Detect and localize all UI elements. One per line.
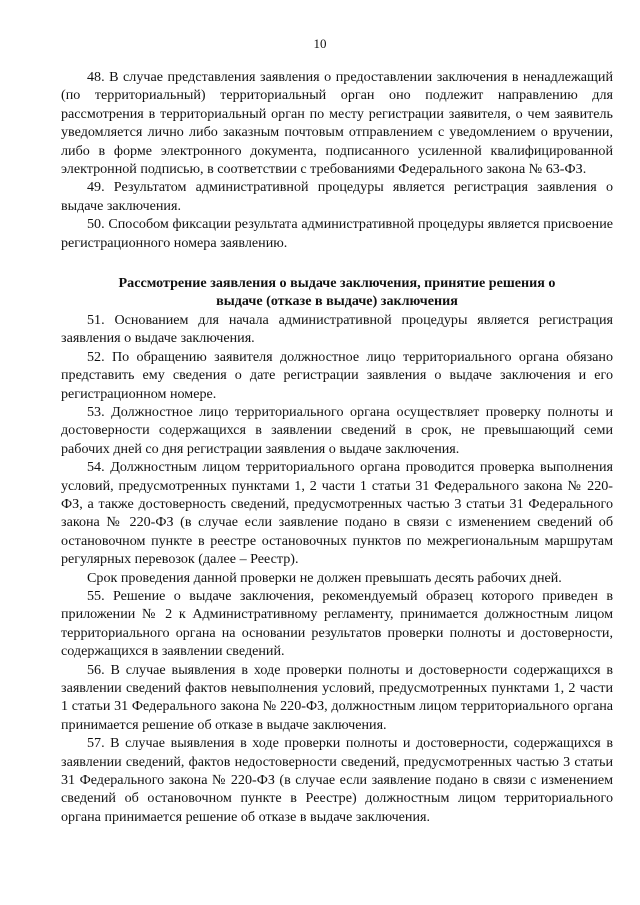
paragraph-51: 51. Основанием для начала административной процедуры является регистрация заявления о выдаче заключения.: [61, 311, 613, 347]
paragraph-55: 55. Решение о выдаче заключения, рекомендуемый образец которого приведен в приложении № 2 к Административному регламенту, принимается должностным лицом территориального органа на основании результатов проверки полноты и достоверности, содержащихся в заявлении сведений.: [61, 587, 613, 660]
section-heading-line-2: выдаче (отказе в выдаче) заключения: [216, 293, 458, 310]
paragraph-54: 54. Должностным лицом территориального органа проводится проверка выполнения условий, предусмотренных пунктами 1, 2 части 1 статьи 31 Федерального закона № 220-ФЗ, а также достоверность сведений, предусмотренных частью 3 статьи 31 Федерального закона № 220-ФЗ (в случае если заявление подано в связи с изменением сведений об остановочном пункте в реестре остановочных пунктов по межрегиональным маршрутам регулярных перевозок (далее – Реестр).: [61, 459, 613, 568]
paragraph-54-term: Срок проведения данной проверки не должен превышать десять рабочих дней.: [87, 569, 562, 586]
paragraph-56: 56. В случае выявления в ходе проверки полноты и достоверности содержащихся в заявлении сведений фактов невыполнения условий, предусмотренных пунктами 1, 2 части 1 статьи 31 Федерального закона № 220-ФЗ, должностным лицом территориального органа принимается решение об отказе в выдаче заключения.: [61, 661, 613, 733]
section-heading-line-1: Рассмотрение заявления о выдаче заключения, принятие решения о: [118, 275, 556, 292]
document-body: [61, 68, 613, 826]
paragraph-50: 50. Способом фиксации результата административной процедуры является присвоение регистрационного номера заявлению.: [61, 216, 613, 251]
paragraph-53: 53. Должностное лицо территориального органа осуществляет проверку полноты и достоверности содержащихся в заявлении сведений в срок, не превышающий семи рабочих дней со дня регистрации заявления о выдаче заключения.: [61, 403, 613, 457]
section-spacer: [61, 252, 613, 274]
page-number: 10: [313, 36, 327, 51]
section-heading: [61, 274, 613, 311]
paragraph-49: 49. Результатом административной процедуры является регистрация заявления о выдаче заключения.: [61, 179, 613, 214]
paragraph-52: 52. По обращению заявителя должностное лицо территориального органа обязано представить ему сведения о дате регистрации заявления о выдаче заключения и его регистрационном номере.: [61, 348, 613, 402]
paragraph-57: 57. В случае выявления в ходе проверки полноты и достоверности, содержащихся в заявлении сведений, фактов недостоверности сведений, предусмотренных частью 3 статьи 31 Федерального закона № 220-ФЗ (в случае если заявление подано в связи с изменением сведений об остановочном пункте в Реестре) должностным лицом территориального органа принимается решение об отказе в выдаче заключения.: [61, 735, 613, 825]
paragraph-48: 48. В случае представления заявления о предоставлении заключения в ненадлежащий (по территориальный) территориальный орган оно подлежит направлению для рассмотрения в территориальный орган по месту регистрации заявителя, о чем заявитель уведомляется лично либо заказным почтовым отправлением с уведомлением о вручении, либо в форме электронного документа, подписанного усиленной квалифицированной электронной подписью, в соответствии с требованиями Федерального закона № 63-ФЗ.: [61, 69, 613, 178]
